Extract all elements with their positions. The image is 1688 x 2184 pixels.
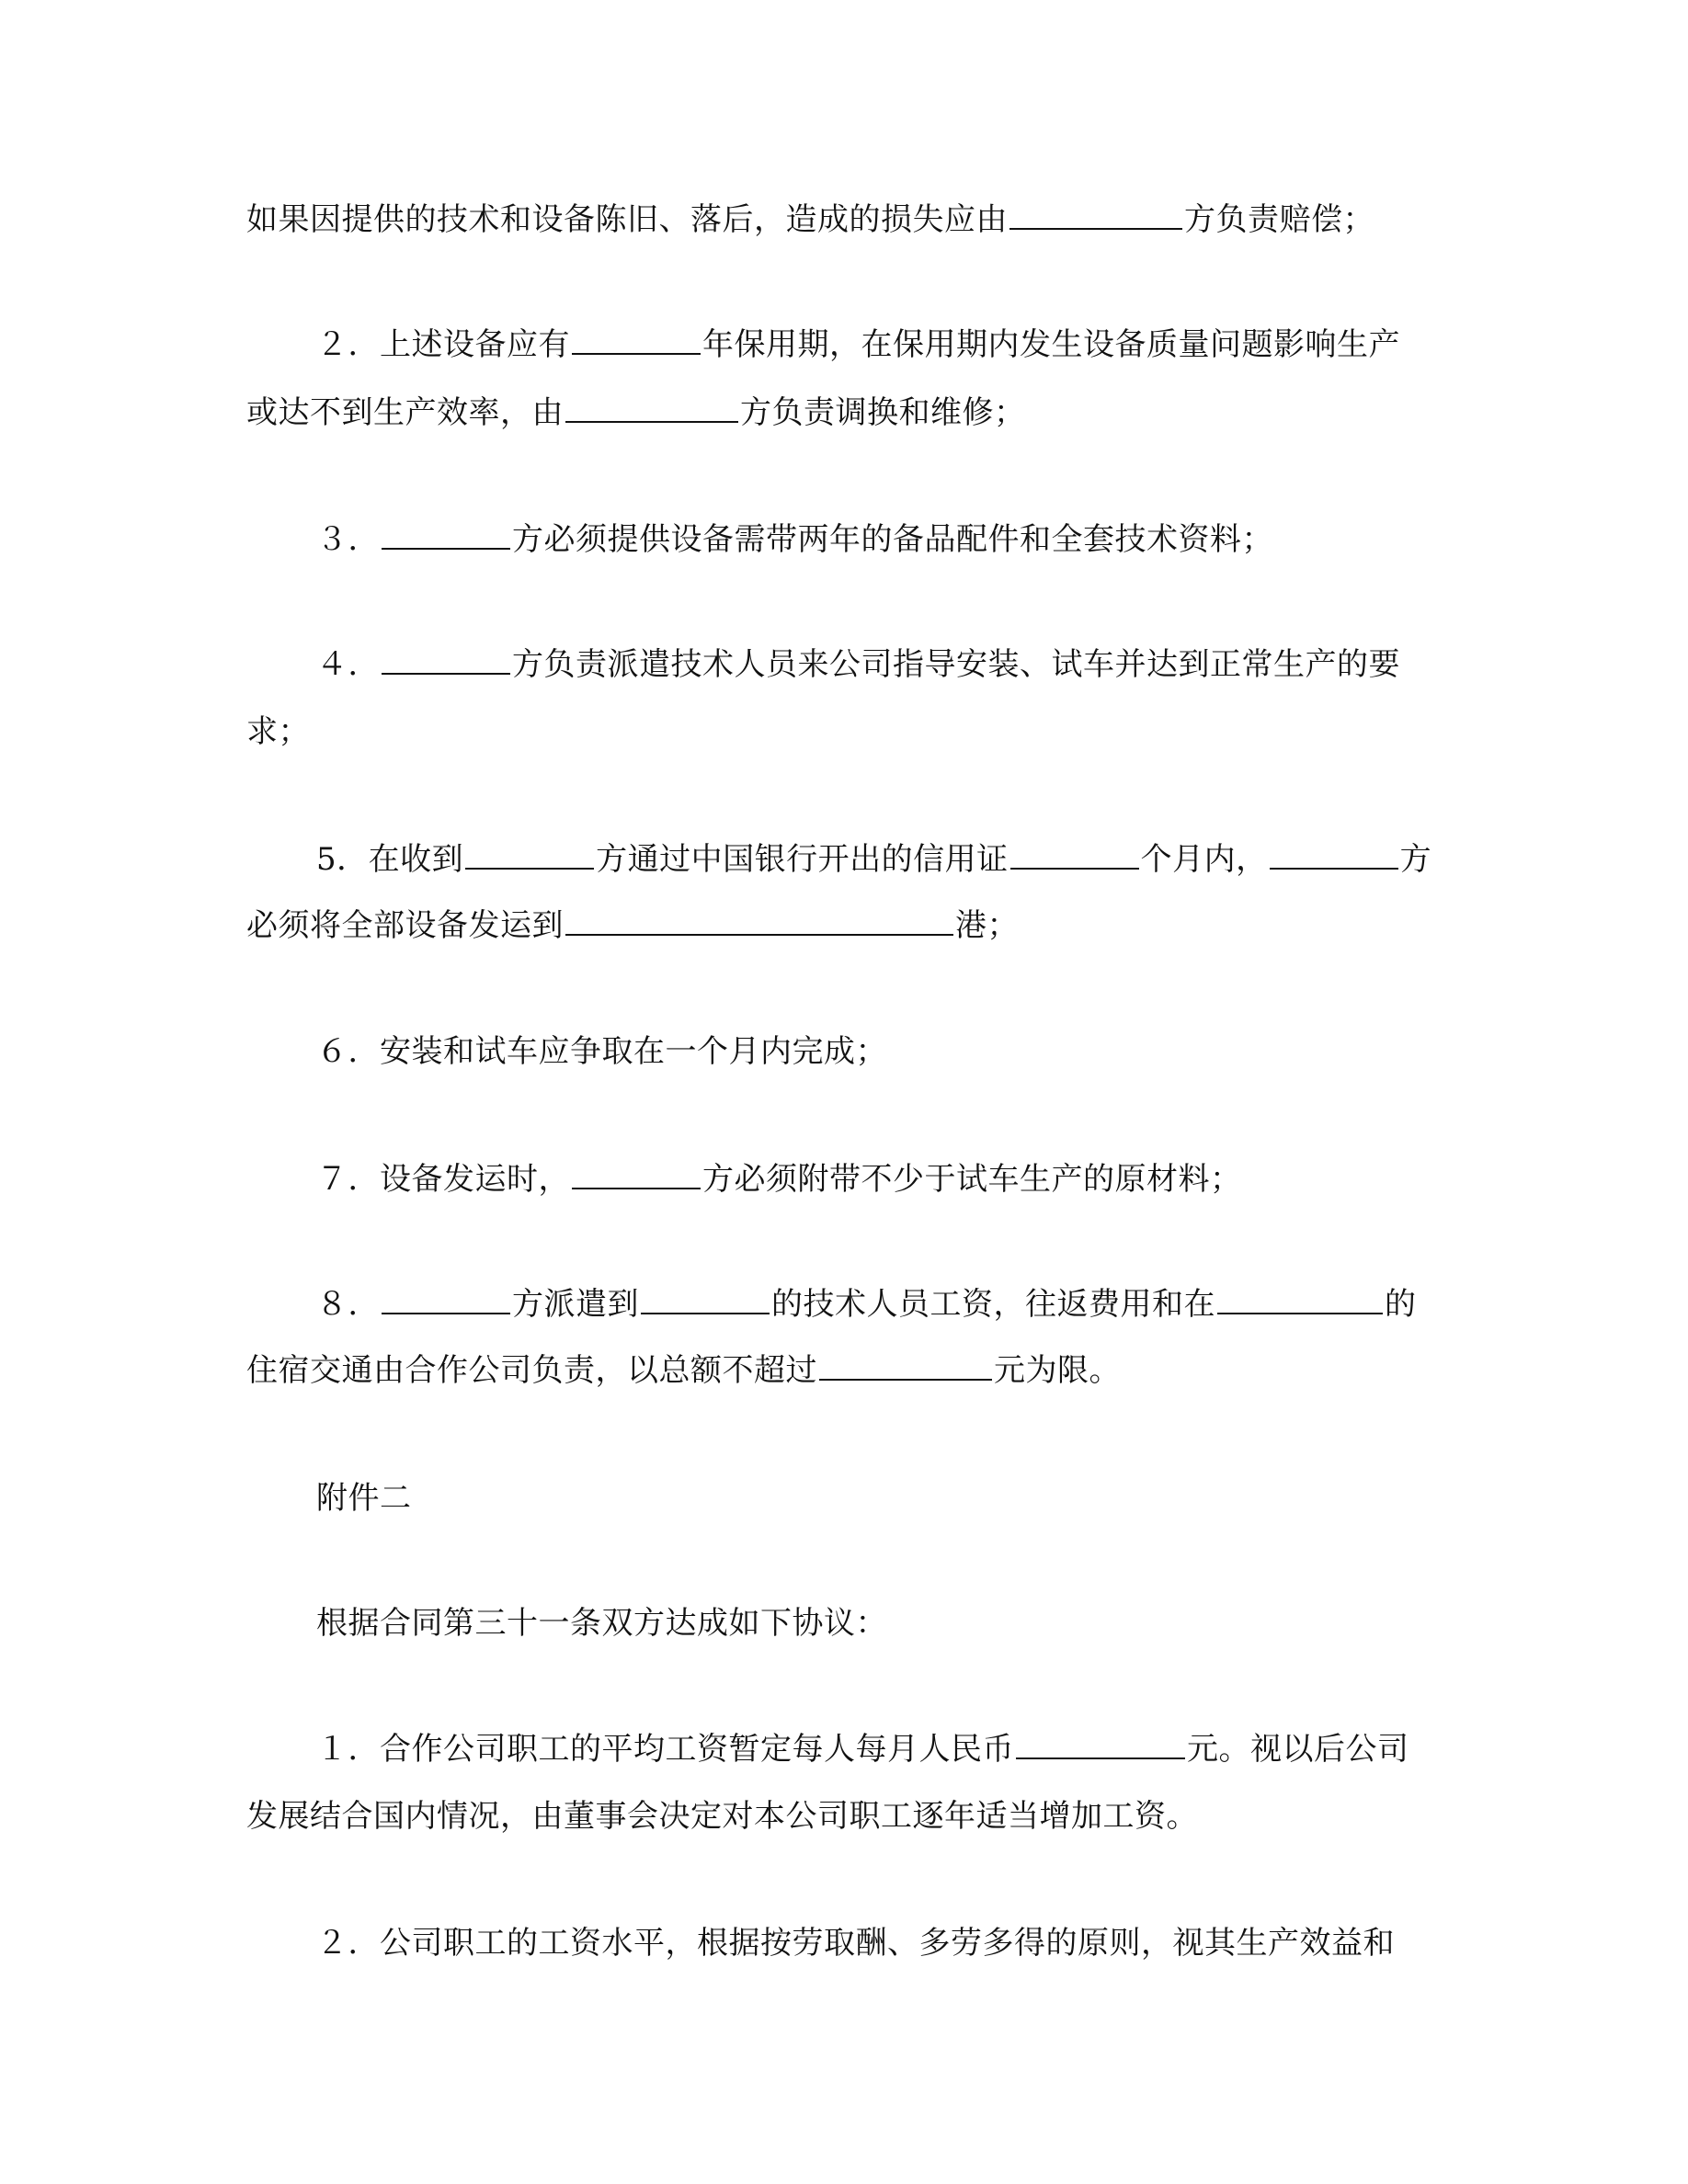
- fill-blank[interactable]: [382, 520, 510, 550]
- text-line-17: [316, 1925, 1395, 1962]
- text-segment: 方必须附带不少于试车生产的原材料；: [702, 1161, 1242, 1198]
- text-segment: ３．: [316, 521, 380, 558]
- text-line-1: [246, 200, 1374, 238]
- text-segment: 方派遣到: [512, 1286, 639, 1323]
- text-line-7: [316, 840, 1431, 878]
- fill-blank[interactable]: [465, 840, 594, 870]
- text-line-16: [246, 1798, 1198, 1835]
- text-segment: 如果因提供的技术和设备陈旧、落后，造成的损失应由: [246, 201, 1008, 238]
- text-segment: 或达不到生产效率，由: [246, 394, 564, 431]
- text-segment: １．合作公司职工的平均工资暂定每人每月人民币: [316, 1731, 1014, 1768]
- text-line-5: [316, 645, 1400, 683]
- text-segment: ２．上述设备应有: [316, 326, 570, 363]
- fill-blank[interactable]: [565, 393, 738, 423]
- text-line-11: [316, 1285, 1417, 1323]
- text-segment: 5．在收到: [316, 841, 464, 878]
- text-line-8: [246, 906, 1019, 944]
- fill-blank[interactable]: [1010, 840, 1139, 870]
- fill-blank[interactable]: [1270, 840, 1398, 870]
- fill-blank[interactable]: [1016, 1730, 1185, 1759]
- text-line-4: [316, 520, 1273, 558]
- fill-blank[interactable]: [565, 906, 953, 936]
- text-segment: 港；: [955, 907, 1019, 944]
- text-line-2: [316, 325, 1400, 363]
- fill-blank[interactable]: [382, 1285, 510, 1314]
- text-segment: 住宿交通由合作公司负责，以总额不超过: [246, 1352, 817, 1389]
- text-line-12: [246, 1351, 1121, 1389]
- fill-blank[interactable]: [1009, 200, 1182, 230]
- text-segment: 方: [1399, 841, 1432, 878]
- text-segment: 元为限。: [994, 1352, 1121, 1389]
- text-segment: 方负责调换和维修；: [740, 394, 1026, 431]
- text-line-9: [316, 1033, 887, 1070]
- fill-blank[interactable]: [641, 1285, 770, 1314]
- fill-blank[interactable]: [1217, 1285, 1383, 1314]
- text-segment: 求；: [246, 713, 310, 750]
- fill-blank[interactable]: [572, 1160, 701, 1189]
- text-segment: 必须将全部设备发运到: [246, 907, 564, 944]
- text-segment: 年保用期，在保用期内发生设备质量问题影响生产: [702, 326, 1400, 363]
- text-line-6: [246, 713, 310, 750]
- text-line-14: [316, 1605, 887, 1642]
- text-segment: 方负责派遣技术人员来公司指导安装、试车并达到正常生产的要: [512, 646, 1400, 683]
- fill-blank[interactable]: [382, 645, 510, 675]
- text-segment: 方必须提供设备需带两年的备品配件和全套技术资料；: [512, 521, 1273, 558]
- text-segment: ６．安装和试车应争取在一个月内完成；: [316, 1033, 887, 1070]
- text-line-15: [316, 1730, 1409, 1768]
- text-line-13: [316, 1480, 412, 1517]
- text-segment: 个月内，: [1140, 841, 1268, 878]
- text-segment: 发展结合国内情况，由董事会决定对本公司职工逐年适当增加工资。: [246, 1798, 1198, 1835]
- text-segment: 的: [1385, 1286, 1417, 1323]
- fill-blank[interactable]: [819, 1351, 992, 1381]
- section-heading: 附件二: [316, 1480, 412, 1517]
- text-segment: 方负责赔偿；: [1184, 201, 1374, 238]
- text-line-3: [246, 393, 1026, 431]
- fill-blank[interactable]: [572, 325, 701, 355]
- text-segment: ２．公司职工的工资水平，根据按劳取酬、多劳多得的原则，视其生产效益和: [316, 1925, 1395, 1962]
- text-segment: 方通过中国银行开出的信用证: [596, 841, 1009, 878]
- text-segment: ４．: [316, 646, 380, 683]
- text-line-10: [316, 1160, 1242, 1198]
- text-segment: 元。视以后公司: [1187, 1731, 1409, 1768]
- text-segment: 的技术人员工资，往返费用和在: [771, 1286, 1215, 1323]
- text-segment: 根据合同第三十一条双方达成如下协议：: [316, 1605, 887, 1642]
- text-segment: ８．: [316, 1286, 380, 1323]
- text-segment: ７．设备发运时，: [316, 1161, 570, 1198]
